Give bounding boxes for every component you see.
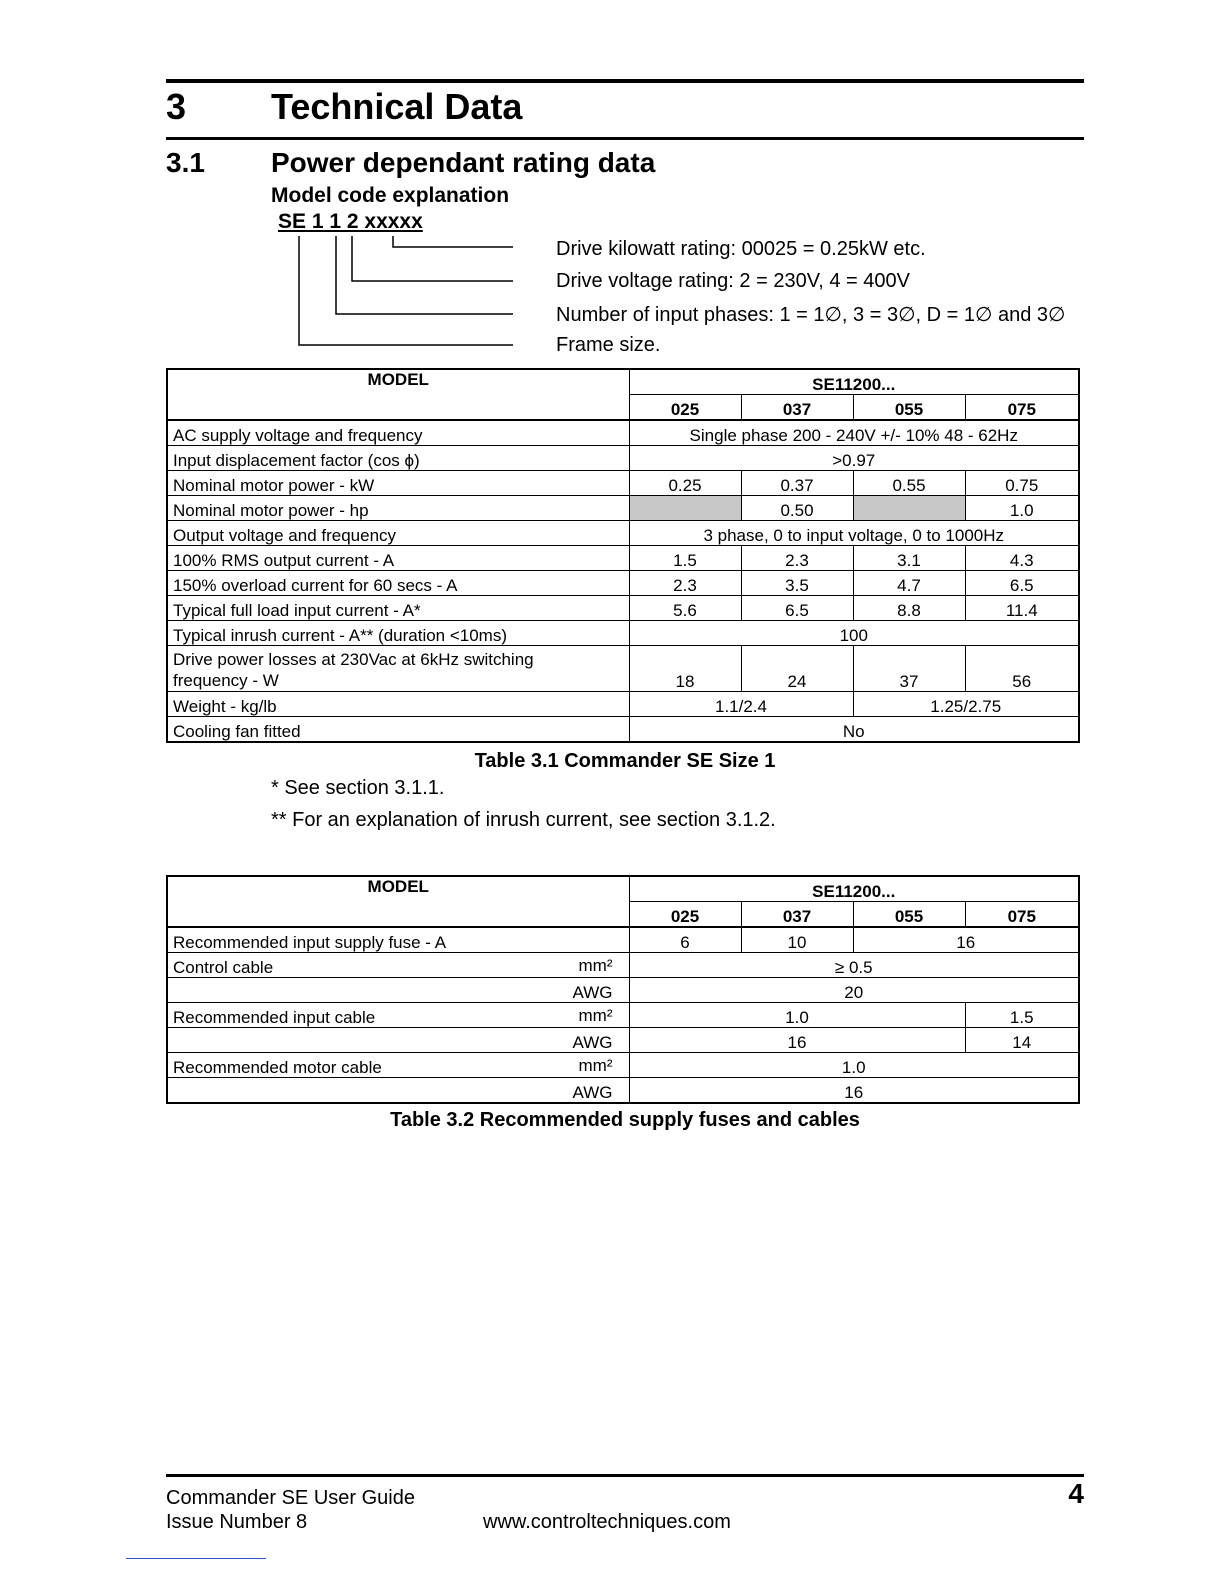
table-row bbox=[167, 1078, 1079, 1104]
cell: 18 bbox=[629, 646, 741, 692]
row-label-line1: Drive power losses at 230Vac at 6kHz switching bbox=[173, 650, 534, 669]
row-label-cell bbox=[167, 1003, 629, 1028]
table2-caption: Table 3.2 Recommended supply fuses and cables bbox=[390, 1109, 860, 1131]
footer-website[interactable]: www.controltechniques.com bbox=[483, 1511, 731, 1533]
table-commander-se-size1 bbox=[166, 368, 1080, 743]
table-row bbox=[167, 927, 1079, 953]
col-055: 055 bbox=[853, 902, 965, 928]
cell: 3 phase, 0 to input voltage, 0 to 1000Hz bbox=[629, 521, 1079, 546]
cell: 1.25/2.75 bbox=[853, 692, 1079, 717]
table-row bbox=[167, 596, 1079, 621]
row-label: Nominal motor power - hp bbox=[167, 496, 629, 521]
cell: 2.3 bbox=[741, 546, 853, 571]
row-label: Recommended motor cable bbox=[173, 1058, 382, 1077]
unit-label: AWG bbox=[167, 1028, 629, 1053]
table-row bbox=[167, 978, 1079, 1003]
cell: 20 bbox=[629, 978, 1079, 1003]
unit-label: AWG bbox=[167, 1078, 629, 1104]
row-label: 100% RMS output current - A bbox=[167, 546, 629, 571]
cell: 2.3 bbox=[629, 571, 741, 596]
cell: 11.4 bbox=[965, 596, 1079, 621]
chapter-title: Technical Data bbox=[271, 86, 523, 127]
unit-label: mm² bbox=[578, 956, 613, 975]
cell: 3.5 bbox=[741, 571, 853, 596]
cell: 1.0 bbox=[629, 1003, 965, 1028]
col-037: 037 bbox=[741, 902, 853, 928]
cell: 6.5 bbox=[965, 571, 1079, 596]
unit-label: mm² bbox=[578, 1056, 613, 1075]
cell: 1.5 bbox=[629, 546, 741, 571]
table-row bbox=[167, 546, 1079, 571]
row-label: 150% overload current for 60 secs - A bbox=[167, 571, 629, 596]
row-label: Recommended input supply fuse - A bbox=[167, 927, 629, 953]
cell: >0.97 bbox=[629, 446, 1079, 471]
row-label: Typical full load input current - A* bbox=[167, 596, 629, 621]
cell: 16 bbox=[853, 927, 1079, 953]
table-row bbox=[167, 621, 1079, 646]
series-header: SE11200... bbox=[629, 369, 1079, 395]
model-code-line-voltage: Drive voltage rating: 2 = 230V, 4 = 400V bbox=[556, 270, 910, 292]
table-row bbox=[167, 953, 1079, 978]
row-label: Output voltage and frequency bbox=[167, 521, 629, 546]
cell: 14 bbox=[965, 1028, 1079, 1053]
row-label: Nominal motor power - kW bbox=[167, 471, 629, 496]
model-code-line-phases: Number of input phases: 1 = 1∅, 3 = 3∅, D = 1∅ and 3∅ bbox=[556, 304, 1066, 326]
row-label: Weight - kg/lb bbox=[167, 692, 629, 717]
unit-label: mm² bbox=[578, 1006, 613, 1025]
cell: 0.55 bbox=[853, 471, 965, 496]
cell: 10 bbox=[741, 927, 853, 953]
col-075: 075 bbox=[965, 395, 1079, 421]
row-label: Recommended input cable bbox=[173, 1008, 376, 1027]
section-title: Power dependant rating data bbox=[271, 147, 656, 178]
col-055: 055 bbox=[853, 395, 965, 421]
cell: 0.50 bbox=[741, 496, 853, 521]
col-075: 075 bbox=[965, 902, 1079, 928]
cell: 16 bbox=[629, 1078, 1079, 1104]
cell: ≥ 0.5 bbox=[629, 953, 1079, 978]
cell: 0.37 bbox=[741, 471, 853, 496]
table-row bbox=[167, 1003, 1079, 1028]
shaded-cell bbox=[629, 496, 741, 521]
table-row bbox=[167, 496, 1079, 521]
cell: Single phase 200 - 240V +/- 10% 48 - 62Hz bbox=[629, 420, 1079, 446]
cell: 3.1 bbox=[853, 546, 965, 571]
cell: No bbox=[629, 717, 1079, 743]
cell: 16 bbox=[629, 1028, 965, 1053]
col-037: 037 bbox=[741, 395, 853, 421]
cell: 100 bbox=[629, 621, 1079, 646]
cell: 4.3 bbox=[965, 546, 1079, 571]
row-label: Cooling fan fitted bbox=[167, 717, 629, 743]
table-row bbox=[167, 692, 1079, 717]
table1-caption: Table 3.1 Commander SE Size 1 bbox=[474, 750, 776, 772]
row-label: Control cable bbox=[173, 958, 274, 977]
chapter-number: 3 bbox=[166, 86, 187, 127]
unit-label: AWG bbox=[167, 978, 629, 1003]
footer-rule bbox=[166, 1474, 1084, 1477]
table-supply-fuses-cables bbox=[166, 875, 1080, 1104]
cell: 4.7 bbox=[853, 571, 965, 596]
section-number: 3.1 bbox=[166, 147, 205, 178]
note-1: * See section 3.1.1. bbox=[271, 777, 445, 799]
cell: 1.5 bbox=[965, 1003, 1079, 1028]
cell: 0.25 bbox=[629, 471, 741, 496]
cell: 1.0 bbox=[965, 496, 1079, 521]
series-header: SE11200... bbox=[629, 876, 1079, 902]
table-row bbox=[167, 446, 1079, 471]
table-row bbox=[167, 717, 1079, 743]
model-code-line-kw: Drive kilowatt rating: 00025 = 0.25kW etc. bbox=[556, 238, 926, 260]
cell: 6 bbox=[629, 927, 741, 953]
cell: 8.8 bbox=[853, 596, 965, 621]
cell: 6.5 bbox=[741, 596, 853, 621]
row-label: Typical inrush current - A** (duration <10ms) bbox=[167, 621, 629, 646]
footer-issue: Issue Number 8 bbox=[166, 1511, 308, 1533]
link-underline bbox=[126, 1558, 266, 1559]
cell: 5.6 bbox=[629, 596, 741, 621]
note-2: ** For an explanation of inrush current, see section 3.1.2. bbox=[271, 809, 776, 831]
col-025: 025 bbox=[629, 395, 741, 421]
model-code: SE 1 1 2 xxxxx bbox=[278, 210, 423, 233]
row-label-cell bbox=[167, 953, 629, 978]
row-label-line2: frequency - W bbox=[173, 671, 279, 690]
table-row bbox=[167, 571, 1079, 596]
row-label-cell bbox=[167, 1053, 629, 1078]
cell: 0.75 bbox=[965, 471, 1079, 496]
col-025: 025 bbox=[629, 902, 741, 928]
cell: 56 bbox=[965, 646, 1079, 692]
row-label: Input displacement factor (cos ϕ) bbox=[167, 446, 629, 471]
cell: 24 bbox=[741, 646, 853, 692]
model-header: MODEL bbox=[167, 369, 629, 420]
table-row bbox=[167, 1053, 1079, 1078]
row-label: AC supply voltage and frequency bbox=[167, 420, 629, 446]
cell: 37 bbox=[853, 646, 965, 692]
table-row bbox=[167, 646, 1079, 692]
cell: 1.1/2.4 bbox=[629, 692, 853, 717]
table-row bbox=[167, 420, 1079, 446]
shaded-cell bbox=[853, 496, 965, 521]
footer-guide: Commander SE User Guide bbox=[166, 1487, 415, 1509]
model-code-line-frame: Frame size. bbox=[556, 334, 661, 356]
model-header: MODEL bbox=[167, 876, 629, 927]
page-number: 4 bbox=[1068, 1478, 1084, 1509]
table-row bbox=[167, 1028, 1079, 1053]
table-row bbox=[167, 521, 1079, 546]
table-row bbox=[167, 471, 1079, 496]
model-code-heading: Model code explanation bbox=[271, 184, 510, 207]
cell: 1.0 bbox=[629, 1053, 1079, 1078]
row-label bbox=[167, 646, 629, 692]
